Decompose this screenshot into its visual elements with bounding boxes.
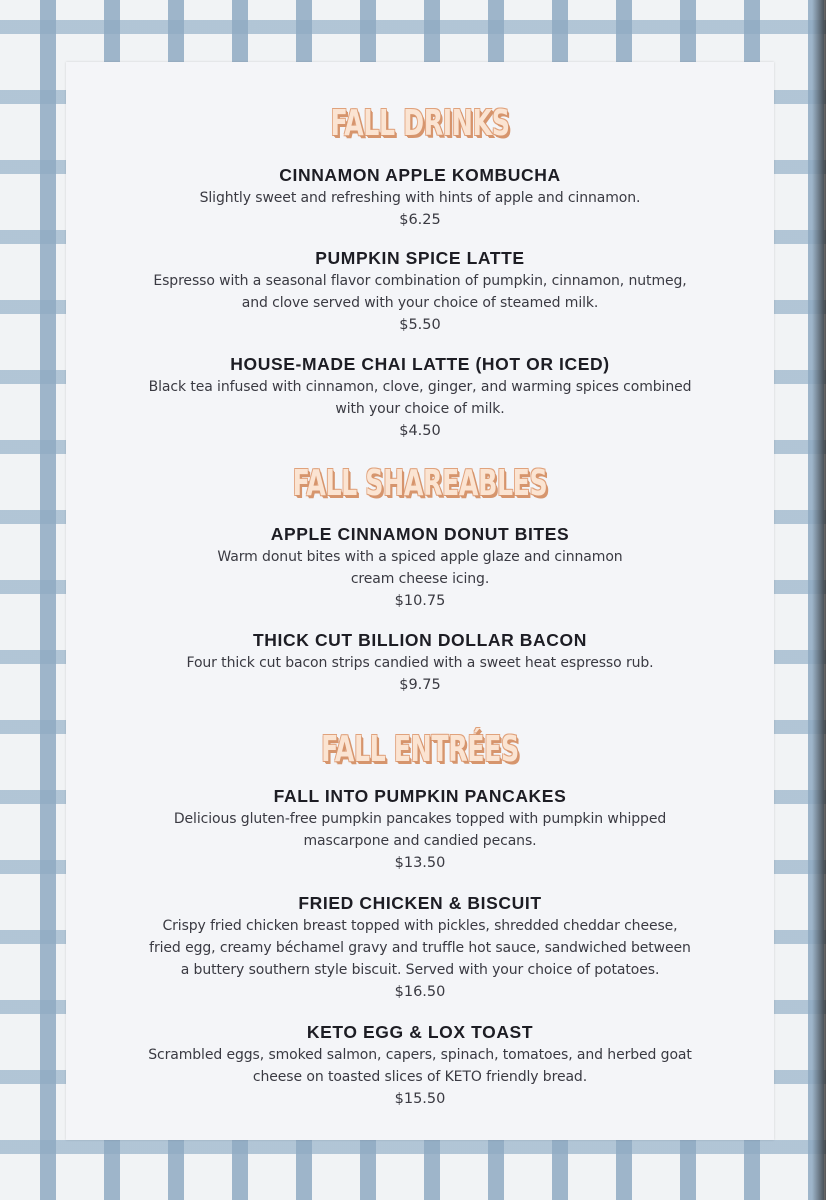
item-description-line: Four thick cut bacon strips candied with a sweet heat espresso rub. (186, 655, 654, 671)
item-name: FALL INTO PUMPKIN PANCAKES (273, 786, 567, 806)
section-heading-shareables (66, 462, 774, 506)
item-price: $15.50 (394, 1091, 446, 1107)
menu-card (66, 62, 774, 1140)
section-title: FALL DRINKS (330, 103, 510, 144)
item-description-line: Warm donut bites with a spiced apple glaze and cinnamon (217, 549, 623, 565)
menu-item-keto-egg-and-lox-toast (66, 1020, 774, 1110)
item-description-line: with your choice of milk. (335, 401, 505, 417)
menu-item-pumpkin-spice-latte (66, 246, 774, 336)
item-price: $5.50 (399, 317, 441, 333)
item-name: PUMPKIN SPICE LATTE (315, 248, 525, 268)
menu-item-cinnamon-apple-kombucha (66, 163, 774, 231)
item-price: $10.75 (394, 593, 446, 609)
section-heading-drinks (66, 102, 774, 146)
item-price: $9.75 (399, 677, 441, 693)
item-description-line: mascarpone and candied pecans. (303, 833, 537, 849)
item-name: CINNAMON APPLE KOMBUCHA (279, 165, 561, 185)
item-name: FRIED CHICKEN & BISCUIT (298, 893, 542, 913)
menu-item-apple-cinnamon-donut-bites (66, 522, 774, 612)
section-title: FALL SHAREABLES (292, 463, 548, 504)
item-price: $16.50 (394, 984, 446, 1000)
menu-item-house-made-chai-latte (66, 352, 774, 442)
photo-edge-shadow (812, 0, 826, 1200)
item-price: $4.50 (399, 423, 441, 439)
item-description-line: Scrambled eggs, smoked salmon, capers, spinach, tomatoes, and herbed goat (148, 1047, 692, 1063)
item-name: KETO EGG & LOX TOAST (306, 1022, 534, 1042)
menu-item-fried-chicken-and-biscuit (66, 891, 774, 1003)
item-description-line: cheese on toasted slices of KETO friendly bread. (252, 1069, 588, 1085)
item-description-line: fried egg, creamy béchamel gravy and truffle hot sauce, sandwiched between (149, 940, 691, 956)
item-description-line: Black tea infused with cinnamon, clove, ginger, and warming spices combined (148, 379, 692, 395)
menu-item-thick-cut-billion-dollar-bacon (66, 628, 774, 696)
item-description-line: Crispy fried chicken breast topped with pickles, shredded cheddar cheese, (162, 918, 678, 934)
item-description-line: a buttery southern style biscuit. Served with your choice of potatoes. (180, 962, 660, 978)
item-price: $13.50 (394, 855, 446, 871)
item-name: THICK CUT BILLION DOLLAR BACON (253, 630, 587, 650)
item-description-line: Espresso with a seasonal flavor combination of pumpkin, cinnamon, nutmeg, (153, 273, 687, 289)
menu-item-fall-into-pumpkin-pancakes (66, 784, 774, 874)
item-description-line: cream cheese icing. (350, 571, 490, 587)
item-name: HOUSE-MADE CHAI LATTE (HOT OR ICED) (230, 354, 610, 374)
section-heading-entrees (66, 728, 774, 772)
item-description-line: Delicious gluten-free pumpkin pancakes topped with pumpkin whipped (173, 811, 667, 827)
item-description-line: Slightly sweet and refreshing with hints of apple and cinnamon. (199, 190, 641, 206)
item-price: $6.25 (399, 212, 441, 228)
section-title: FALL ENTRÉES (321, 729, 519, 770)
item-description-line: and clove served with your choice of steamed milk. (241, 295, 599, 311)
item-name: APPLE CINNAMON DONUT BITES (270, 524, 570, 544)
